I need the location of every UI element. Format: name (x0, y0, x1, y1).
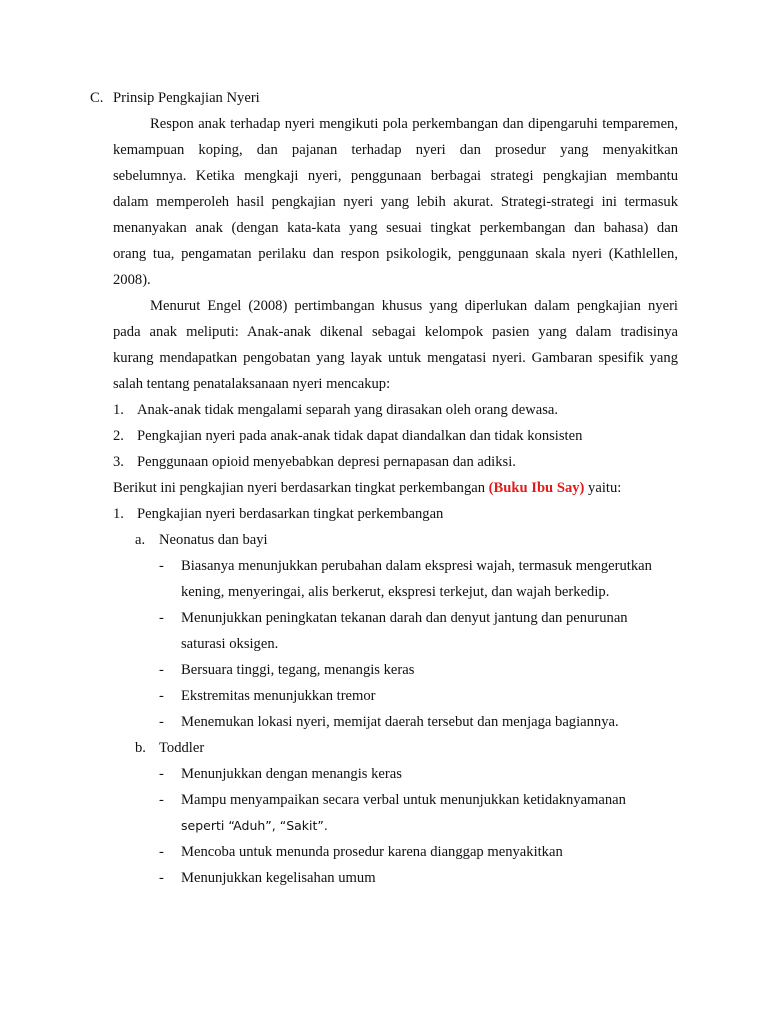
bullet-item: Menunjukkan dengan menangis keras (181, 766, 402, 782)
intro-suffix: yaitu: (584, 480, 622, 496)
intro-text: Berikut ini pengkajian nyeri berdasarkan tingkat perkembangan (113, 480, 489, 496)
dash-bullet: - (159, 714, 164, 730)
intro-line (113, 479, 621, 497)
dash-bullet: - (159, 844, 164, 860)
bullet-item-continued: seperti “Aduh”, “Sakit”. (181, 818, 328, 833)
sub-heading-toddler: Toddler (159, 740, 205, 756)
dash-bullet: - (159, 688, 164, 704)
sub-heading-neonatus: Neonatus dan bayi (159, 532, 268, 548)
dash-bullet: - (159, 558, 164, 574)
paragraph-line: Menurut Engel (2008) pertimbangan khusus yang diperlukan dalam pengkajian nyeri (150, 298, 678, 314)
paragraph-line: 2008). (113, 272, 151, 288)
bullet-item: Bersuara tinggi, tegang, menangis keras (181, 662, 415, 678)
list-item: Anak-anak tidak mengalami separah yang dirasakan oleh orang dewasa. (137, 402, 559, 418)
bullet-item: Menunjukkan peningkatan tekanan darah dan denyut jantung dan penurunan (181, 610, 628, 626)
heading-marker: C. (90, 90, 104, 106)
bullet-item: Ekstremitas menunjukkan tremor (181, 688, 376, 704)
paragraph-line: menanyakan anak (dengan kata-kata yang sesuai tingkat perkembangan dan bahasa) dan (113, 220, 678, 236)
list-number: 1. (113, 506, 124, 522)
bullet-item: Biasanya menunjukkan perubahan dalam ekspresi wajah, termasuk mengerutkan (181, 558, 652, 574)
dash-bullet: - (159, 766, 164, 782)
paragraph-line: salah tentang penatalaksanaan nyeri mencakup: (113, 376, 391, 392)
dash-bullet: - (159, 792, 164, 808)
sub-marker: a. (135, 532, 146, 548)
sub-marker: b. (135, 740, 146, 756)
paragraph-line: orang tua, pengamatan perilaku dan respon psikologik, penggunaan skala nyeri (Kathlellen, (113, 246, 678, 262)
source-highlight: (Buku Ibu Say) (488, 480, 585, 496)
paragraph-line: kemampuan koping, dan pajanan terhadap nyeri dan prosedur yang menyakitkan (113, 142, 678, 158)
list-number: 1. (113, 402, 124, 418)
dash-bullet: - (159, 610, 164, 626)
list-number: 3. (113, 454, 124, 470)
bullet-item-continued: kening, menyeringai, alis berkerut, ekspresi terkejut, dan wajah berkedip. (181, 584, 610, 600)
paragraph-line: kurang mendapatkan pengobatan yang layak untuk mengatasi nyeri. Gambaran spesifik yang (113, 350, 678, 366)
bullet-item: Menunjukkan kegelisahan umum (181, 870, 376, 886)
bullet-item: Mencoba untuk menunda prosedur karena dianggap menyakitkan (181, 844, 563, 860)
list-number: 2. (113, 428, 124, 444)
bullet-item: Mampu menyampaikan secara verbal untuk menunjukkan ketidaknyamanan (181, 792, 626, 808)
bullet-item: Menemukan lokasi nyeri, memijat daerah tersebut dan menjaga bagiannya. (181, 714, 619, 730)
dash-bullet: - (159, 662, 164, 678)
bullet-item-continued: saturasi oksigen. (181, 636, 279, 652)
list-item: Pengkajian nyeri pada anak-anak tidak dapat diandalkan dan tidak konsisten (137, 428, 583, 444)
list-item: Penggunaan opioid menyebabkan depresi pernapasan dan adiksi. (137, 454, 516, 470)
list-item: Pengkajian nyeri berdasarkan tingkat perkembangan (137, 506, 444, 522)
dash-bullet: - (159, 870, 164, 886)
paragraph-line: sebelumnya. Ketika mengkaji nyeri, penggunaan berbagai strategi pengkajian membantu (113, 168, 678, 184)
section-heading: Prinsip Pengkajian Nyeri (113, 90, 260, 106)
paragraph-line: pada anak meliputi: Anak-anak dikenal sebagai kelompok pasien yang dalam tradisinya (113, 324, 678, 340)
paragraph-line: Respon anak terhadap nyeri mengikuti pola perkembangan dan dipengaruhi temparemen, (150, 116, 678, 132)
paragraph-line: dalam memperoleh hasil pengkajian nyeri yang lebih akurat. Strategi-strategi ini termasuk (113, 194, 678, 210)
